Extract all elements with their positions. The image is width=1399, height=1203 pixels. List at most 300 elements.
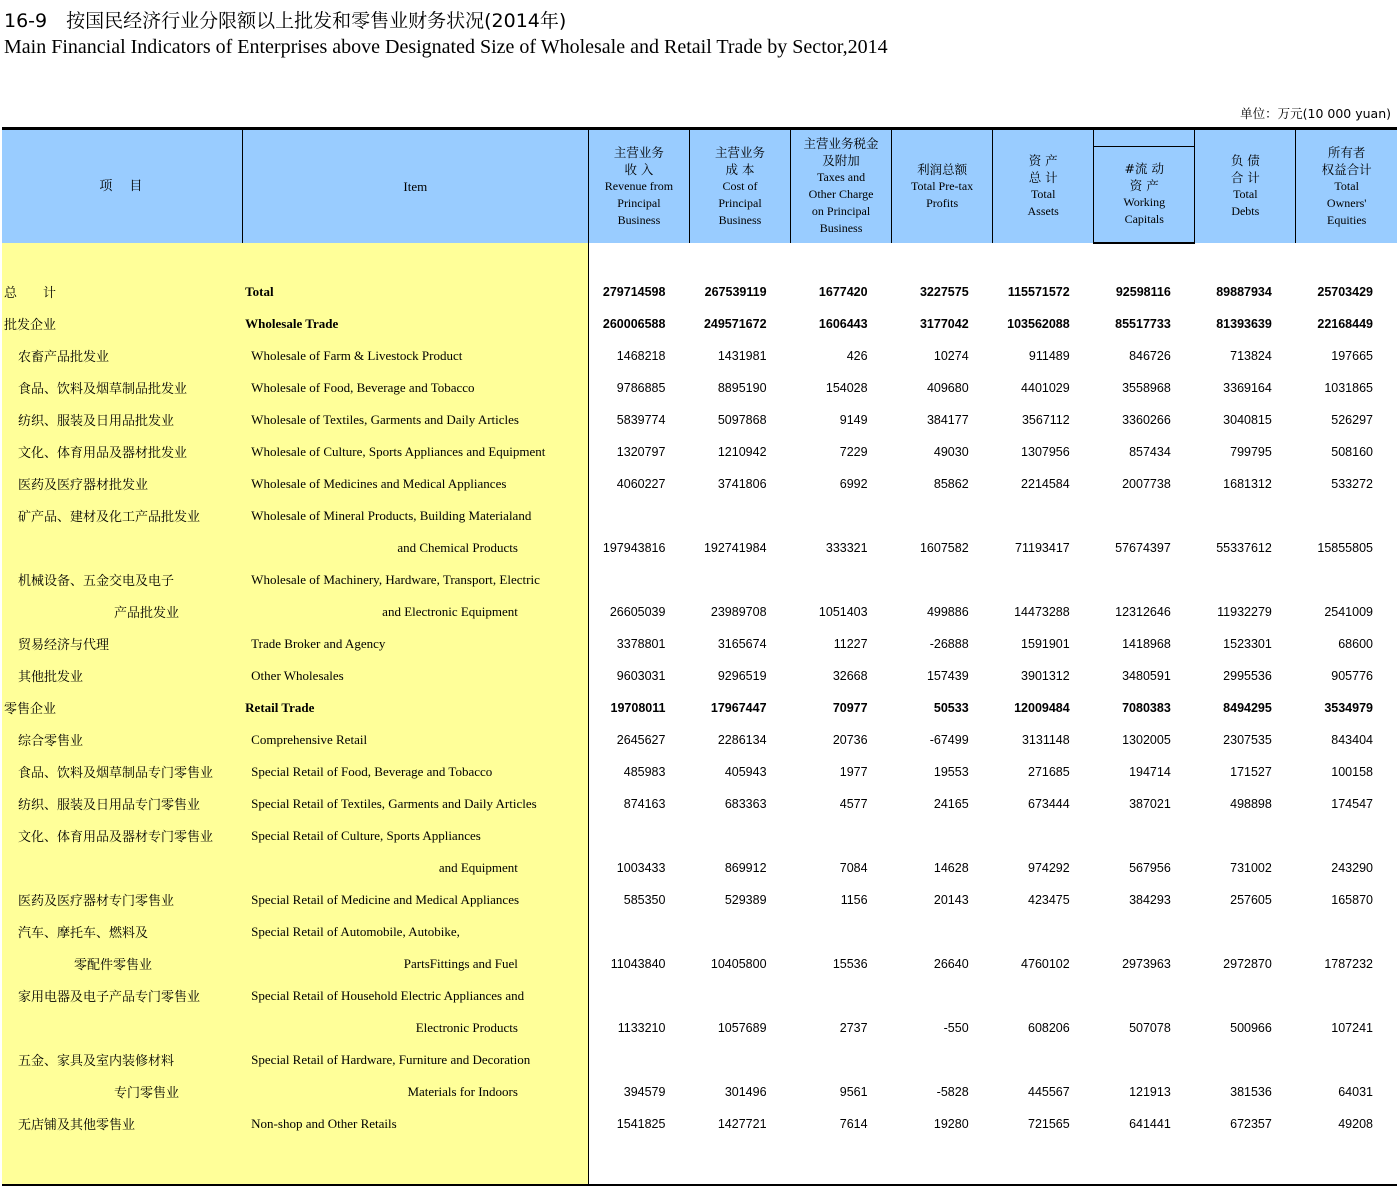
row-value: 384177 [926,412,969,427]
row-value: 55337612 [1216,540,1272,555]
table-title-english: Main Financial Indicators of Enterprises above Designated Size of Wholesale and Retail Trade by Sector,2014 [4,36,888,58]
row-value: 1210942 [717,444,767,459]
row-value [588,820,689,852]
row-value: 20143 [933,892,969,907]
row-value: 7229 [839,444,868,459]
row-value: 70977 [832,700,868,715]
table-row [2,820,1397,852]
row-label-cn: 医药及医疗器材批发业 [2,468,242,500]
row-value: 409680 [926,380,969,395]
row-value: 508160 [1331,444,1373,459]
header-col-3 [892,129,993,243]
row-value: 115571572 [1007,284,1070,299]
header-col-7 [1296,129,1397,243]
row-value: 3360266 [1122,412,1171,427]
row-label-en: Special Retail of Medicine and Medical Appliances [242,884,588,916]
row-value [993,980,1094,1012]
header-col-0 [588,129,689,243]
row-value [1296,1044,1397,1076]
row-value: 526297 [1331,412,1373,427]
row-value: 905776 [1331,668,1373,683]
header-item-en: Item [242,129,588,243]
header-col-6-en-line: Total [1233,187,1258,202]
row-value: 260006588 [602,316,666,331]
row-value [1094,500,1195,532]
row-value: 4060227 [616,476,666,491]
header-col-4-en-line: Total [1030,187,1056,202]
row-label-en-cont: PartsFittings and Fuel [242,948,588,980]
table-body [2,243,1397,1185]
closing-cell [1094,1140,1195,1185]
row-value [689,1044,790,1076]
header-col-2-cn-line: 主营业务税金 [803,136,879,152]
row-value: 1307956 [1021,444,1070,459]
row-value: 9561 [839,1084,868,1099]
header-col-7-en-line: Total [1334,178,1359,193]
row-value: 22168449 [1317,316,1373,331]
spacer-cell-en [242,243,588,276]
row-value: 2286134 [717,732,767,747]
spacer-cell [1094,243,1195,276]
row-label-en: Wholesale Trade [242,308,588,340]
row-label-cn: 综合零售业 [2,724,242,756]
row-value: 2307535 [1223,732,1272,747]
row-value [1195,500,1296,532]
row-label-cn: 农畜产品批发业 [2,340,242,372]
row-value [892,820,993,852]
row-value [892,500,993,532]
table-row [2,436,1397,468]
table-row [2,884,1397,916]
row-value: 1541825 [616,1116,666,1131]
header-col-5 [1094,147,1195,243]
header-col-4-en-line: Assets [1027,204,1059,219]
header-col-5-cn-line: #流 动 [1124,161,1164,177]
row-value: 11043840 [610,956,666,971]
row-value: 154028 [825,380,868,395]
table-row [2,1044,1397,1076]
header-col-7-cn-line: 权益合计 [1321,161,1372,177]
row-value [1094,820,1195,852]
table-row [2,276,1397,308]
row-value [1195,916,1296,948]
row-value: 157439 [926,668,969,683]
row-label-cn: 机械设备、五金交电及电子 [2,564,242,596]
row-value: -67499 [929,732,969,747]
row-value: 9603031 [616,668,666,683]
header-col-6-en-line: Debts [1231,204,1260,219]
row-label-cn: 家用电器及电子产品专门零售业 [2,980,242,1012]
row-value: 869912 [724,860,767,875]
row-label-cn: 零售企业 [2,692,242,724]
row-value: 2541009 [1324,604,1373,619]
row-value: 50533 [933,700,969,715]
row-label-cn: 批发企业 [2,308,242,340]
header-col-6 [1195,129,1296,243]
row-value [791,820,892,852]
row-value: 4760102 [1021,956,1070,971]
spacer-cell-cn [2,243,242,276]
row-label-en: Retail Trade [242,692,588,724]
row-value: 26640 [933,956,969,971]
row-value: 194714 [1129,764,1171,779]
row-value: 507078 [1129,1020,1171,1035]
row-value [993,500,1094,532]
spacer-cell [892,243,993,276]
row-value: 14628 [933,860,969,875]
row-value: 1591901 [1021,636,1070,651]
row-label-en-cont: Electronic Products [242,1012,588,1044]
table-row [2,372,1397,404]
row-label-cn-cont: 产品批发业 [2,596,242,628]
row-value: 11932279 [1217,604,1272,619]
table-row [2,500,1397,532]
row-value: 423475 [1028,892,1070,907]
row-value: 4401029 [1021,380,1070,395]
row-value: 1057689 [717,1020,767,1035]
row-label-cn-cont: 零配件零售业 [2,948,242,980]
row-value: 5839774 [616,412,666,427]
row-value: 2973963 [1122,956,1171,971]
row-label-en-cont: and Chemical Products [242,532,588,564]
row-value: 165870 [1331,892,1373,907]
closing-cell [588,1140,689,1185]
row-value: 911489 [1028,348,1070,363]
row-value [1094,564,1195,596]
row-value: 673444 [1028,796,1070,811]
row-label-cn: 食品、饮料及烟草制品批发业 [2,372,242,404]
row-value: 7080383 [1122,700,1171,715]
header-col-2-en-line: Other Charge [808,187,874,202]
row-value: 279714598 [602,284,666,299]
table-row-continuation [2,596,1397,628]
table-row [2,628,1397,660]
row-value: 1677420 [818,284,868,299]
row-label-en: Special Retail of Food, Beverage and Tobacco [242,756,588,788]
header-col-7-en-line: Equities [1327,212,1367,227]
row-value: 445567 [1028,1084,1070,1099]
table-row [2,916,1397,948]
row-value [588,1044,689,1076]
row-value: 2995536 [1223,668,1272,683]
row-label-en: Wholesale of Culture, Sports Appliances and Equipment [242,436,588,468]
row-value: 3369164 [1223,380,1272,395]
row-label-cn: 纺织、服装及日用品专门零售业 [2,788,242,820]
row-value: 381536 [1230,1084,1272,1099]
table-row [2,756,1397,788]
row-value: 81393639 [1216,316,1272,331]
row-value: 9149 [839,412,868,427]
header-col-7-en-line: Owners' [1326,195,1367,210]
table-title-chinese: 16-9 按国民经济行业分限额以上批发和零售业财务状况(2014年) [4,10,567,32]
header-col-4-cn-line: 总 计 [1028,170,1058,186]
row-value: 3040815 [1223,412,1272,427]
row-label-en: Wholesale of Farm & Livestock Product [242,340,588,372]
closing-row [2,1140,1397,1185]
row-label-en-cont: and Equipment [242,852,588,884]
row-value: 5097868 [717,412,767,427]
table-row [2,340,1397,372]
row-label-cn: 文化、体育用品及器材批发业 [2,436,242,468]
table-row [2,564,1397,596]
header-col-1 [689,129,790,243]
row-value: 197665 [1331,348,1373,363]
row-value: 121913 [1129,1084,1171,1099]
row-value: 1320797 [616,444,666,459]
row-value: 641441 [1129,1116,1171,1131]
row-value [791,564,892,596]
closing-cell [1296,1140,1397,1185]
row-value: -550 [943,1020,969,1035]
header-col-5-en-line: Working [1123,195,1166,210]
row-value: 2972870 [1223,956,1272,971]
row-value: 49208 [1338,1116,1373,1131]
header-col-2-en-line: Business [819,221,863,236]
table-row-continuation [2,1012,1397,1044]
row-value [1195,820,1296,852]
row-value: 6992 [839,476,868,491]
row-value [588,564,689,596]
row-label-cn-cont [2,1012,242,1044]
row-value [1094,980,1195,1012]
closing-cell [689,1140,790,1185]
row-label-en: Other Wholesales [242,660,588,692]
header-col-1-en-line: Principal [718,195,762,210]
row-value: 85862 [933,476,969,491]
row-value: 12312646 [1115,604,1171,619]
header-col-2-cn-line: 及附加 [822,153,860,169]
row-value: 24165 [933,796,969,811]
row-label-cn: 纺织、服装及日用品批发业 [2,404,242,436]
row-value: 19280 [933,1116,969,1131]
row-value: 846726 [1129,348,1171,363]
closing-cell [892,1140,993,1185]
row-value: 405943 [724,764,767,779]
row-value: 3558968 [1122,380,1171,395]
row-value [689,980,790,1012]
row-value [689,564,790,596]
row-value: 3227575 [919,284,969,299]
row-value [1195,980,1296,1012]
row-value: 3165674 [717,636,767,651]
row-value: 267539119 [704,284,767,299]
table-row [2,660,1397,692]
spacer-cell [791,243,892,276]
row-value [689,820,790,852]
table-row [2,308,1397,340]
row-value: 394579 [623,1084,666,1099]
row-value: 19553 [933,764,969,779]
row-label-cn: 文化、体育用品及器材专门零售业 [2,820,242,852]
row-value [588,500,689,532]
row-value: 1427721 [717,1116,767,1131]
row-label-en: Trade Broker and Agency [242,628,588,660]
row-value: 1156 [840,892,868,907]
row-value: 32668 [832,668,868,683]
row-label-cn-cont: 专门零售业 [2,1076,242,1108]
row-label-cn: 总 计 [2,276,242,308]
row-label-en: Special Retail of Textiles, Garments and Daily Articles [242,788,588,820]
row-label-cn-cont [2,532,242,564]
row-label-en: Special Retail of Culture, Sports Appliances [242,820,588,852]
table-row-continuation [2,532,1397,564]
row-value [1296,916,1397,948]
row-label-en: Special Retail of Automobile, Autobike, [242,916,588,948]
row-value [588,916,689,948]
row-value [1296,500,1397,532]
row-value: 3480591 [1122,668,1171,683]
row-value: 85517733 [1115,316,1171,331]
row-value [892,980,993,1012]
row-value: 3534979 [1324,700,1373,715]
table-row [2,692,1397,724]
row-value: 49030 [933,444,969,459]
row-value: 1133210 [617,1020,666,1035]
row-label-en-cont: and Electronic Equipment [242,596,588,628]
row-value: 3901312 [1021,668,1070,683]
row-value: 197943816 [602,540,666,555]
row-value [993,564,1094,596]
financial-indicators-table [2,127,1397,1186]
header-col-6-cn-line: 负 债 [1230,153,1260,169]
row-value [791,1044,892,1076]
header-col-3-en-line: Total Pre-tax [911,178,974,193]
row-label-en: Wholesale of Medicines and Medical Appliances [242,468,588,500]
row-value [1094,1044,1195,1076]
header-col-0-en-line: Business [617,212,661,227]
row-value: 1431981 [717,348,767,363]
spacer-cell [993,243,1094,276]
table-row [2,724,1397,756]
table-row-continuation [2,852,1397,884]
row-value: 498898 [1230,796,1272,811]
row-label-en-cont: Materials for Indoors [242,1076,588,1108]
row-label-cn: 矿产品、建材及化工产品批发业 [2,500,242,532]
row-value: 68600 [1338,636,1373,651]
row-value [993,820,1094,852]
row-value: 843404 [1331,732,1373,747]
row-value: 533272 [1331,476,1373,491]
row-value: 731002 [1230,860,1272,875]
row-label-cn: 无店铺及其他零售业 [2,1108,242,1140]
closing-cell-en [242,1140,588,1185]
closing-cell [993,1140,1094,1185]
closing-cell-cn [2,1140,242,1185]
row-value: 1003433 [616,860,666,875]
row-value: 25703429 [1317,284,1373,299]
row-value [791,500,892,532]
header-col-4-cn-line: 资 产 [1028,153,1058,169]
row-label-en: Wholesale of Mineral Products, Building Materialand [242,500,588,532]
row-value: 71193417 [1015,540,1070,555]
row-value: 799795 [1230,444,1272,459]
header-item-cn: 项 目 [2,129,242,243]
header-col-5-cn-line: 资 产 [1129,178,1159,194]
row-value: 7614 [839,1116,868,1131]
row-label-en: Comprehensive Retail [242,724,588,756]
header-col-1-en-line: Cost of [722,178,758,193]
row-value: 9296519 [717,668,767,683]
header-col-2 [791,129,892,243]
header-col-2-en-line: on Principal [811,204,871,219]
table-row [2,788,1397,820]
row-value: 2737 [839,1020,868,1035]
row-value: 683363 [724,796,767,811]
row-label-en: Total [242,276,588,308]
row-value [689,916,790,948]
row-value: 3378801 [616,636,666,651]
row-value: 301496 [724,1084,767,1099]
row-label-en: Wholesale of Food, Beverage and Tobacco [242,372,588,404]
row-value [993,916,1094,948]
row-value [993,1044,1094,1076]
row-value: 10274 [933,348,969,363]
row-value: 1681312 [1223,476,1272,491]
row-value: 499886 [926,604,969,619]
row-value: 271685 [1028,764,1070,779]
row-value: 23989708 [710,604,767,619]
row-value [1195,564,1296,596]
row-value: 3567112 [1021,412,1070,427]
header-col-0-cn-line: 收 入 [624,161,654,177]
row-value: 243290 [1331,860,1373,875]
row-value: 585350 [623,892,666,907]
row-value: 15536 [832,956,868,971]
row-value: 3177042 [919,316,969,331]
row-value [689,500,790,532]
row-label-en: Special Retail of Household Electric Appliances and [242,980,588,1012]
header-col-6-cn-line: 合 计 [1230,170,1260,186]
row-value: 64031 [1338,1084,1373,1099]
header-col-0-en-line: Principal [617,195,661,210]
row-value: 485983 [623,764,666,779]
header-col-2-en-line: Taxes and [816,170,866,185]
row-value: 1031865 [1324,380,1373,395]
row-value: 20736 [832,732,868,747]
closing-cell [1195,1140,1296,1185]
row-value: 567956 [1129,860,1171,875]
table-row-continuation [2,948,1397,980]
table-row [2,980,1397,1012]
row-value: 2007738 [1122,476,1171,491]
row-label-en: Special Retail of Hardware, Furniture and Decoration [242,1044,588,1076]
row-value: 10405800 [710,956,767,971]
row-value: 174547 [1331,796,1373,811]
row-value: 874163 [623,796,666,811]
row-value: 1977 [839,764,868,779]
table-row-continuation [2,1076,1397,1108]
row-value: 426 [846,348,868,363]
row-value: 14473288 [1014,604,1070,619]
header-col-0-cn-line: 主营业务 [613,144,664,160]
row-value: 8494295 [1223,700,1272,715]
row-label-cn: 贸易经济与代理 [2,628,242,660]
row-value: 1523301 [1223,636,1272,651]
row-value [892,564,993,596]
row-label-cn: 五金、家具及室内装修材料 [2,1044,242,1076]
row-value: 57674397 [1115,540,1171,555]
row-label-cn-cont [2,852,242,884]
row-value [791,916,892,948]
row-value: 1051403 [818,604,868,619]
row-value: 713824 [1230,348,1272,363]
row-value: 15855805 [1317,540,1373,555]
row-value: -26888 [929,636,969,651]
row-value: 9786885 [616,380,666,395]
row-value: 249571672 [703,316,767,331]
unit-label: 单位：万元(10 000 yuan) [1240,106,1391,121]
row-label-en: Wholesale of Machinery, Hardware, Transport, Electric [242,564,588,596]
